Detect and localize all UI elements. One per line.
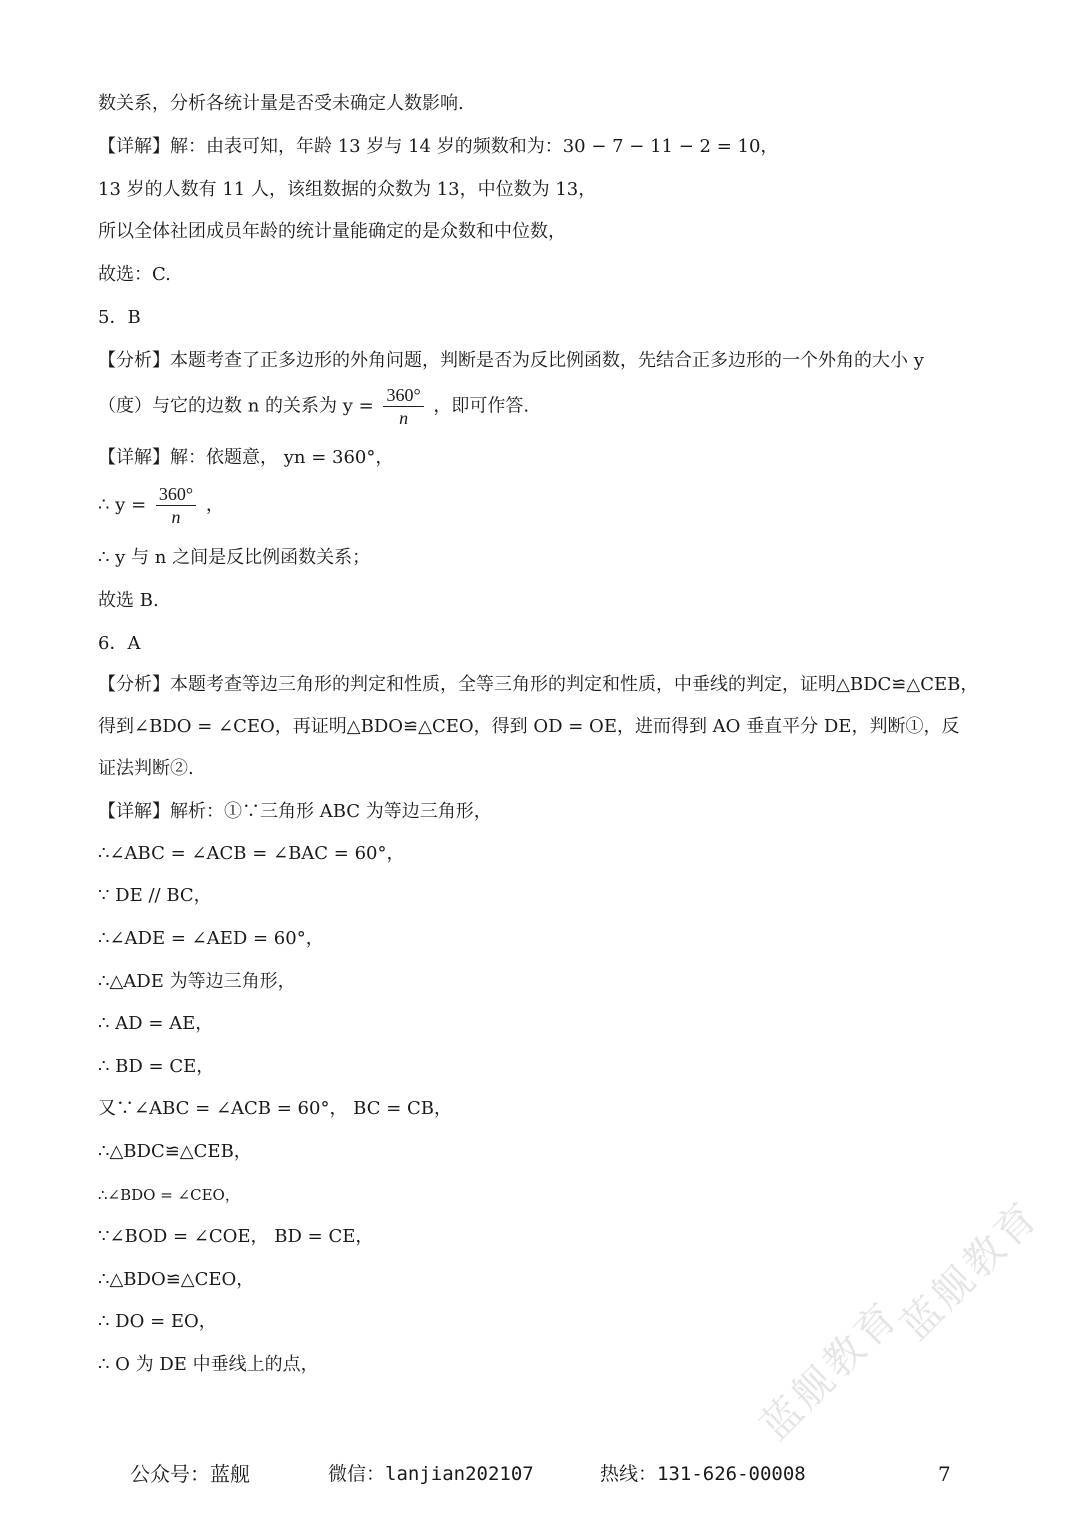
text-line: ∴ AD = AE， [98,1013,214,1034]
text-segment: ，即可作答. [433,395,530,417]
text-line: ∵∠BOD = ∠COE， BD = CE， [98,1226,374,1247]
text-line: ∴△ADE 为等边三角形， [98,971,296,992]
text-line-with-fraction [98,384,529,429]
text-segment: ∴ y = [98,494,147,516]
watermark-text-1: 蓝舰教育 [751,1292,909,1450]
question-number: 5．B [98,307,141,328]
page-number: 7 [938,1462,951,1486]
text-line-with-fraction [98,483,224,528]
text-segment: ， [205,494,224,516]
footer-hotline: 热线：131-626-00008 [600,1463,806,1485]
text-line: ∴∠ADE = ∠AED = 60°， [98,928,324,949]
text-line: 13 岁的人数有 11 人，该组数据的众数为 13，中位数为 13， [98,179,597,200]
text-line: 【分析】本题考查等边三角形的判定和性质，全等三角形的判定和性质，中垂线的判定，证明△BDC≌△CEB， [98,674,979,695]
fraction-denominator: n [171,507,181,527]
footer-gzh: 公众号：蓝舰 [130,1462,250,1486]
question-number: 6．A [98,633,141,654]
text-line: 【详解】解析：①∵三角形 ABC 为等边三角形， [98,801,492,822]
text-line: 【详解】解：依题意， yn = 360°， [98,447,394,468]
footer-wechat: 微信：lanjian202107 [328,1463,534,1485]
fraction-360-over-n [383,384,423,429]
text-line: 故选 B. [98,590,159,611]
fraction-numerator: 360° [383,384,423,407]
text-line: 证法判断②. [98,758,194,779]
text-line: 所以全体社团成员年龄的统计量能确定的是众数和中位数， [98,221,566,242]
text-line: ∴△BDO≌△CEO， [98,1269,255,1290]
text-line: ∴ DO = EO， [98,1311,217,1332]
text-line: ∵ DE // BC， [98,885,212,906]
text-line: ∴∠BDO = ∠CEO， [98,1186,240,1204]
text-line: ∴ O 为 DE 中垂线上的点， [98,1354,319,1375]
text-line: 数关系，分析各统计量是否受未确定人数影响. [98,93,464,114]
watermark-text-2: 蓝舰教育 [891,1192,1049,1350]
fraction-360-over-n [156,483,196,528]
text-line: 【分析】本题考查了正多边形的外角问题，判断是否为反比例函数，先结合正多边形的一个外角的大小 y [98,350,924,371]
text-line: 又∵∠ABC = ∠ACB = 60°， BC = CB， [98,1098,453,1119]
fraction-denominator: n [399,408,409,428]
text-line: ∴∠ABC = ∠ACB = ∠BAC = 60°， [98,843,405,864]
text-line: 故选：C. [98,264,171,285]
text-line: 得到∠BDO = ∠CEO，再证明△BDO≌△CEO，得到 OD = OE，进而得到 AO 垂直平分 DE，判断①，反 [98,716,960,737]
text-line: ∴ y 与 n 之间是反比例函数关系； [98,547,371,568]
text-line: ∴△BDC≌△CEB， [98,1141,252,1162]
text-line: 【详解】解：由表可知，年龄 13 岁与 14 岁的频数和为：30 − 7 − 11 − 2 = 10， [98,136,779,157]
text-line: ∴ BD = CE， [98,1056,215,1077]
text-segment: （度）与它的边数 n 的关系为 y = [98,395,374,417]
fraction-numerator: 360° [156,483,196,506]
